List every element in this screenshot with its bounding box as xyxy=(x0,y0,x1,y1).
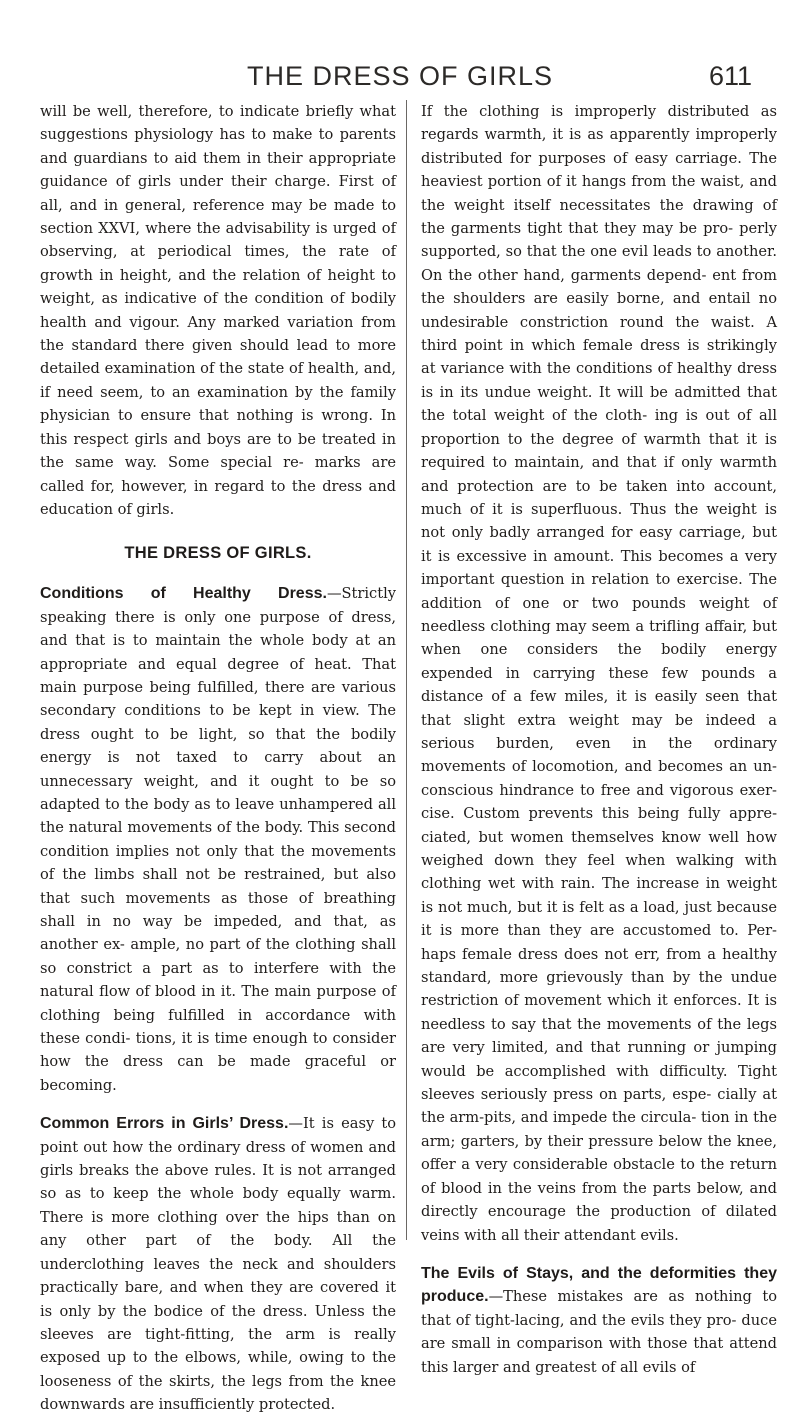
stays-heading: The Evils of Stays, and the deformities they produce. xyxy=(421,1264,777,1306)
stays-paragraph xyxy=(421,1262,777,1379)
conditions-heading: Conditions of Healthy Dress. xyxy=(40,585,327,603)
stays-text: —These mistakes are as nothing to that of tight-lacing, and the evils they pro- duce are small in comparison with those that attend this larger and greatest of all evils of xyxy=(421,1288,777,1376)
running-header xyxy=(0,61,800,95)
main-paragraph: If the clothing is improperly distributed as regards warmth, it is as apparently improperly distributed for purposes of easy carriage. The heaviest portion of it hangs from the waist, and the weight itself necessitates the drawing of the garments tight that they may be pro- perly supported, so that the one evil leads to another. On the other hand, garments depend- ent from the shoulders are easily borne, and entail no undesirable constriction round the waist. A third point in which female dress is strikingly at variance with the conditions of healthy dress is in its undue weight. It will be admitted that the total weight of the cloth- ing is out of all proportion to the degree of warmth that it is required to maintain, and that if only warmth and protection are to be taken into account, much of it is superfluous. Thus the weight is not only badly arranged for easy carriage, but it is excessive in amount. This becomes a very important question in relation to exercise. The addition of one or two pounds weight of needless clothing may seem a trifling affair, but when one considers the bodily energy expended in carrying these few pounds a distance of a few miles, it is easily seen that that slight extra weight may be indeed a serious burden, even in the ordinary movements of locomotion, and becomes an un- conscious hindrance to free and vigorous exer- cise. Custom prevents this being fully appre- ciated, but women themselves know well how weighed down they feel when walking with clothing wet with rain. The increase in weight is not much, but it is felt as a load, just because it is more than they are accustomed to. Per- haps female dress does not err, from a healthy standard, more grievously than by the undue restriction of movement which it enforces. It is needless to say that the movements of the legs are very limited, and that running or jumping would be accomplished with difficulty. Tight sleeves seriously press on parts, espe- cially at the arm-pits, and impede the circula- tion in the arm; garters, by their pressure below the knee, offer a very considerable obstacle to the return of blood in the veins from the parts below, and directly encourage the production of dilated veins with all their attendant evils. xyxy=(421,103,777,1244)
right-column xyxy=(421,100,777,1379)
page-number: 611 xyxy=(708,61,752,91)
conditions-paragraph xyxy=(40,582,396,1097)
two-column-body xyxy=(40,100,777,1414)
running-title: THE DRESS OF GIRLS xyxy=(246,61,554,91)
errors-text: —It is easy to point out how the ordinary dress of women and girls breaks the above rules. It is not arranged so as to keep the whole body equally warm. There is more clothing over the hips than on any other part of the body. All the underclothing leaves the neck and shoulders practically bare, and when they are covered it is only by the bodice of the dress. Unless the sleeves are tight-fitting, the arm is really exposed up to the elbows, while, owing to the looseness of the skirts, the legs from the knee downwards are insufficiently protected. xyxy=(40,1115,396,1414)
section-title: THE DRESS OF GIRLS. xyxy=(124,544,312,563)
errors-heading: Common Errors in Girls’ Dress. xyxy=(40,1115,289,1133)
intro-paragraph: will be well, therefore, to indicate briefly what suggestions physiology has to make to parents and guardians to aid them in their appropriate guidance of girls under their charge. First of all, and in general, reference may be made to section XXVI, where the advisability is urged of observing, at periodical times, the rate of growth in height, and the relation of height to weight, as indicative of the condition of bodily health and vigour. Any marked variation from the standard there given should lead to more detailed examination of the state of health, and, if need seem, to an examination by the family physician to ensure that nothing is wrong. In this respect girls and boys are to be treated in the same way. Some special re- marks are called for, however, in regard to the dress and education of girls. xyxy=(40,103,396,518)
conditions-text: —Strictly speaking there is only one purpose of dress, and that is to maintain the whole body at an appropriate and equal degree of heat. That main purpose being fulfilled, there are various secondary conditions to be kept in view. The dress ought to be light, so that the bodily energy is not taxed to carry about an unnecessary weight, and it ought to be so adapted to the body as to leave unhampered all the natural movements of the body. This second condition implies not only that the movements of the limbs shall not be restrained, but also that such movements as those of breathing shall in no way be impeded, and that, as another ex- ample, no part of the clothing shall so constrict a part as to interfere with the natural flow of blood in it. The main purpose of clothing being fulfilled in accordance with these condi- tions, it is time enough to consider how the dress can be made graceful or becoming. xyxy=(40,585,396,1094)
column-divider xyxy=(406,100,407,1240)
left-column xyxy=(40,100,396,1417)
errors-paragraph xyxy=(40,1112,396,1416)
